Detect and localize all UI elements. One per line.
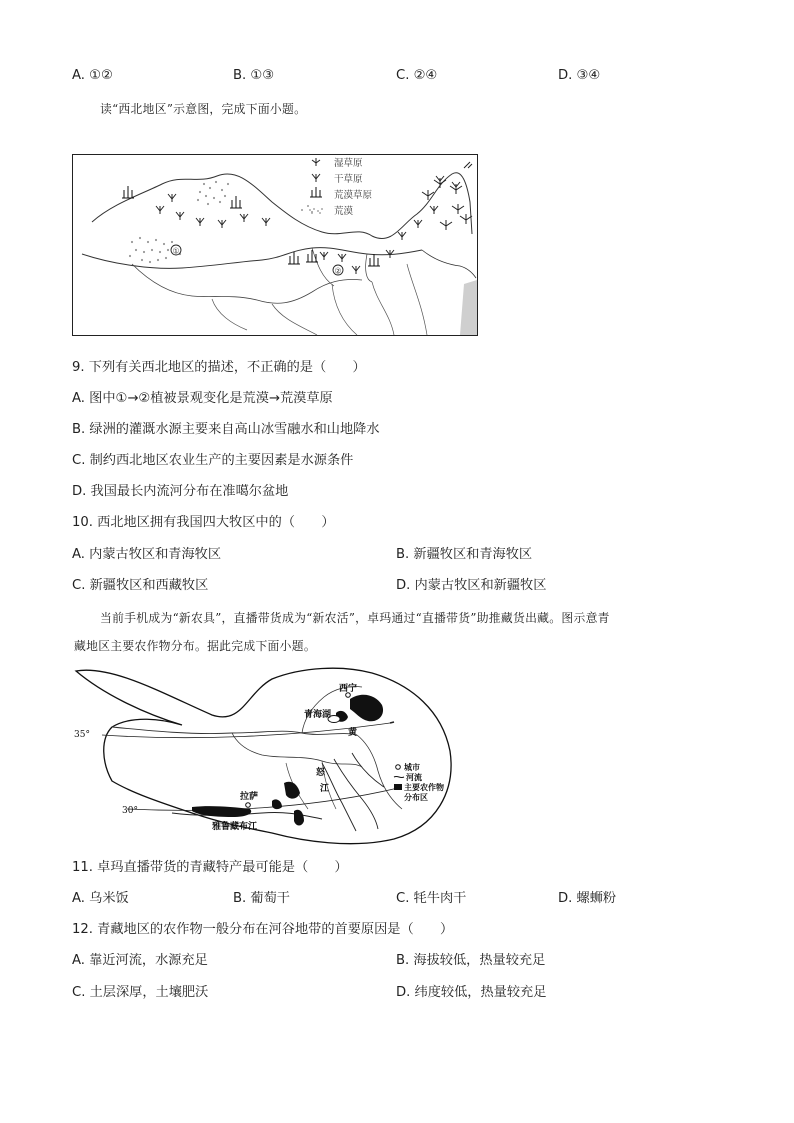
legend-crop: 主要农作物 [404,782,444,792]
q12-stem: 12. 青藏地区的农作物一般分布在河谷地带的首要原因是（ ） [72,922,454,937]
map1-marker-1: ① [172,246,180,256]
map2-label-nu: 怒 [316,768,326,778]
legend-river: 河流 [406,772,422,782]
intro-tibet-line2: 藏地区主要农作物分布。据此完成下面小题。 [74,639,316,653]
legend-desert-steppe: 荒漠草原 [334,190,373,201]
intro-northwest: 读“西北地区”示意图，完成下面小题。 [100,102,307,116]
legend-dry-steppe: 干草原 [334,174,363,185]
q8-option-b: B. ①③ [233,68,275,83]
q10-option-c: C. 新疆牧区和西藏牧区 [72,578,209,593]
q12-option-c: C. 土层深厚，土壤肥沃 [72,985,209,1000]
q10-option-d: D. 内蒙古牧区和新疆牧区 [396,578,547,593]
q12-option-d: D. 纬度较低，热量较充足 [396,985,547,1000]
map2-label-qinghai-lake: 青海湖 [304,710,332,720]
legend-desert: 荒漠 [334,206,354,217]
map2-label-xining: 西宁 [339,684,358,694]
q9-option-a: A. 图中①→②植被景观变化是荒漠→荒漠草原 [72,391,333,406]
q11-stem: 11. 卓玛直播带货的青藏特产最可能是（ ） [72,860,348,875]
q8-option-d: D. ③④ [558,68,601,83]
q9-option-c: C. 制约西北地区农业生产的主要因素是水源条件 [72,453,354,468]
q8-option-c: C. ②④ [396,68,438,83]
map2-label-lhasa: 拉萨 [240,792,259,802]
q8-option-a: A. ①② [72,68,113,83]
legend-crop-area: 分布区 [404,792,428,802]
map2-label-jiang: 江 [320,784,330,794]
northwest-map [72,154,478,336]
legend-wet-steppe: 湿草原 [334,158,363,169]
qinghai-tibet-map [72,663,464,845]
map2-label-yarlung-river: 雅鲁藏布江 [212,822,258,832]
q11-option-b: B. 葡萄干 [233,891,290,906]
map2-label-huang: 黄 [348,728,358,738]
q11-option-d: D. 螺蛳粉 [558,891,617,906]
q9-option-d: D. 我国最长内流河分布在准噶尔盆地 [72,484,289,499]
legend-city: 城市 [404,762,420,772]
q10-option-b: B. 新疆牧区和青海牧区 [396,547,533,562]
q12-option-b: B. 海拔较低，热量较充足 [396,953,546,968]
intro-tibet-line1: 当前手机成为“新农具”，直播带货成为“新农活”，卓玛通过“直播带货”助推藏货出藏。图示意青 [100,611,610,625]
q12-option-a: A. 靠近河流，水源充足 [72,953,208,968]
q10-stem: 10. 西北地区拥有我国四大牧区中的（ ） [72,515,335,530]
q10-option-a: A. 内蒙古牧区和青海牧区 [72,547,222,562]
map1-marker-2: ② [334,266,342,276]
q11-option-c: C. 牦牛肉干 [396,891,467,906]
q11-option-a: A. 乌米饭 [72,891,129,906]
map2-lat-35: 35° [74,730,90,740]
map2-lat-30: 30° [122,806,138,816]
q9-stem: 9. 下列有关西北地区的描述，不正确的是（ ） [72,360,366,375]
q9-option-b: B. 绿洲的灌溉水源主要来自高山冰雪融水和山地降水 [72,422,380,437]
